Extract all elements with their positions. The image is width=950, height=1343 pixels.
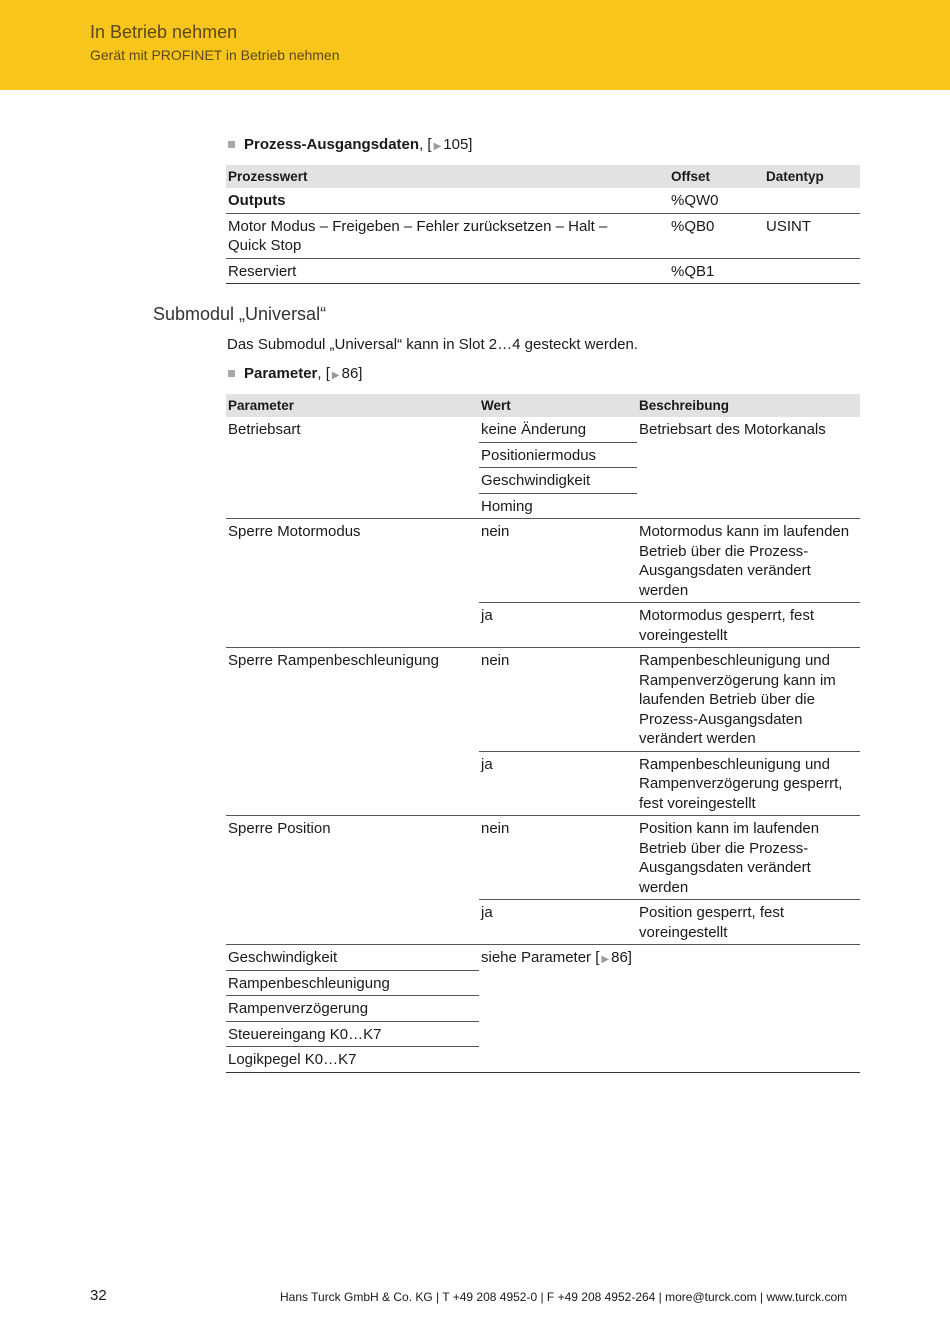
page-reference-link[interactable]: , [ ▶ 105] — [419, 136, 473, 153]
table-row — [226, 945, 860, 971]
page-reference-link[interactable]: [ ▶ 86] — [591, 949, 632, 966]
param-desc: Motormodus gesperrt, fest voreingestellt — [637, 603, 860, 648]
header-datentyp: Datentyp — [764, 165, 860, 188]
table-row — [226, 417, 860, 442]
cell-offset: %QB1 — [669, 258, 764, 284]
cell-value: Reserviert — [226, 258, 669, 284]
param-value: ja — [479, 751, 637, 816]
parameter-table — [226, 394, 860, 1073]
param-name: Sperre Rampenbeschleunigung — [226, 648, 479, 816]
param-value: nein — [479, 519, 637, 603]
bullet-square-icon — [228, 141, 235, 148]
table-header-row — [226, 165, 860, 188]
param-value-see-parameter: siehe Parameter [ ▶ 86] — [479, 945, 860, 1073]
section-subtitle: Gerät mit PROFINET in Betrieb nehmen — [90, 47, 340, 63]
param-name: Geschwindigkeit — [226, 945, 479, 971]
page-number: 32 — [90, 1287, 107, 1304]
param-name: Rampenverzögerung — [226, 996, 479, 1022]
page-reference-link[interactable]: , [ ▶ 86] — [317, 365, 363, 382]
param-name: Rampenbeschleunigung — [226, 970, 479, 996]
header-beschreibung: Beschreibung — [637, 394, 860, 417]
bullet-label: Prozess-Ausgangsdaten — [244, 136, 420, 153]
param-value: keine Änderung — [479, 417, 637, 442]
output-data-table — [226, 165, 860, 284]
param-desc: Betriebsart des Motorkanals — [637, 417, 860, 519]
cell-offset: %QB0 — [669, 213, 764, 258]
chapter-title: In Betrieb nehmen — [90, 22, 238, 42]
header-wert: Wert — [479, 394, 637, 417]
param-value: Positioniermodus — [479, 442, 637, 468]
table-row — [226, 816, 860, 900]
cell-offset: %QW0 — [669, 188, 764, 213]
header-parameter: Parameter — [226, 394, 479, 417]
table-row — [226, 648, 860, 752]
param-value: Homing — [479, 493, 637, 519]
cell-value: Motor Modus – Freigeben – Fehler zurücksetzen – Halt – Quick Stop — [226, 213, 669, 258]
table-row — [226, 188, 860, 213]
table-row — [226, 213, 860, 258]
table-row — [226, 258, 860, 284]
arrow-right-icon: ▶ — [601, 954, 610, 965]
table-header-row — [226, 394, 860, 417]
param-desc: Motormodus kann im laufenden Betrieb über die Prozess-Ausgangsdaten verändert werden — [637, 519, 860, 603]
output-data-bullet — [228, 136, 472, 153]
cell-type — [764, 188, 860, 213]
param-name: Logikpegel K0…K7 — [226, 1047, 479, 1073]
param-value: nein — [479, 816, 637, 900]
param-desc: Rampenbeschleunigung und Rampenverzögerung gesperrt, fest voreingestellt — [637, 751, 860, 816]
cell-type — [764, 258, 860, 284]
header-offset: Offset — [669, 165, 764, 188]
param-desc: Rampenbeschleunigung und Rampenverzögerung kann im laufenden Betrieb über die Prozess-Ausgangsdaten verändert werden — [637, 648, 860, 752]
param-value: nein — [479, 648, 637, 752]
header-prozesswert: Prozesswert — [226, 165, 669, 188]
param-name: Sperre Position — [226, 816, 479, 945]
page-header — [0, 0, 950, 90]
parameter-bullet — [228, 365, 362, 382]
cell-value: Outputs — [226, 188, 669, 213]
bullet-label: Parameter — [244, 365, 318, 382]
cell-type: USINT — [764, 213, 860, 258]
arrow-right-icon: ▶ — [433, 141, 442, 152]
param-value: ja — [479, 603, 637, 648]
submodule-intro: Das Submodul „Universal“ kann in Slot 2…4 gesteckt werden. — [227, 336, 639, 353]
param-desc: Position gesperrt, fest voreingestellt — [637, 900, 860, 945]
footer-contact: Hans Turck GmbH & Co. KG | T +49 208 4952-0 | F +49 208 4952-264 | more@turck.com | www.turck.com — [280, 1290, 848, 1304]
param-value: Geschwindigkeit — [479, 468, 637, 494]
param-desc: Position kann im laufenden Betrieb über die Prozess-Ausgangsdaten verändert werden — [637, 816, 860, 900]
bullet-square-icon — [228, 370, 235, 377]
param-value: ja — [479, 900, 637, 945]
table-row — [226, 519, 860, 603]
arrow-right-icon: ▶ — [331, 370, 340, 381]
submodule-heading: Submodul „Universal“ — [153, 304, 327, 324]
param-name: Betriebsart — [226, 417, 479, 519]
param-name: Steuereingang K0…K7 — [226, 1021, 479, 1047]
param-name: Sperre Motormodus — [226, 519, 479, 648]
